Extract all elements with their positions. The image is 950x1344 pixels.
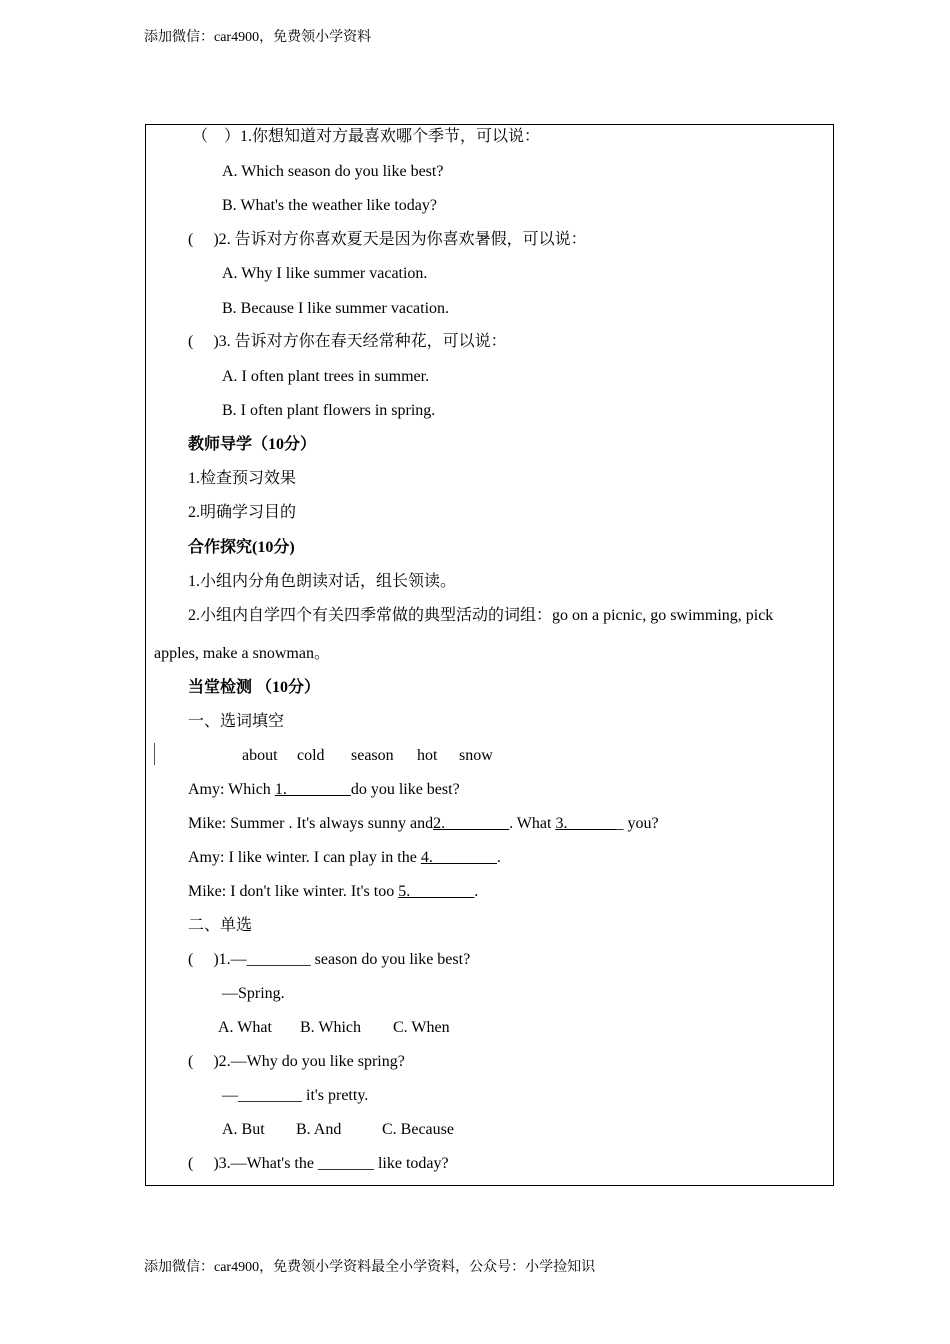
word-bank-item: about (242, 747, 278, 764)
mc-2-answer: —________ it's pretty. (222, 1087, 369, 1104)
blank-5[interactable]: 5.________ (398, 883, 475, 900)
part-1-title: 一、选词填空 (188, 713, 285, 730)
word-bank-item: hot (417, 747, 438, 764)
teacher-section-title: 教师导学（10分） (188, 436, 317, 453)
cooperation-step-2-line-2: apples, make a snowman。 (154, 645, 330, 662)
fill-line-3-text: . (496, 849, 501, 866)
mc-1-options (218, 1018, 450, 1038)
fill-line-2 (188, 814, 659, 834)
cooperation-step-1: 1.小组内分角色朗读对话，组长领读。 (188, 573, 457, 590)
blank-1[interactable]: 1.________ (274, 781, 351, 798)
page-header: 添加微信：car4900，免费领小学资料 (144, 30, 372, 45)
mc-1-answer: —Spring. (222, 985, 285, 1002)
teacher-step-1: 1.检查预习效果 (188, 470, 297, 487)
fill-line-4-text: . (474, 883, 479, 900)
fill-line-3 (188, 848, 501, 868)
preview-q3-option-b: B. I often plant flowers in spring. (222, 402, 436, 419)
mc-2-options (222, 1120, 454, 1140)
fill-line-4 (188, 882, 478, 902)
fill-line-3-text: Amy: I like winter. I can play in the (188, 849, 421, 866)
cooperation-section-title: 合作探究(10分) (188, 539, 295, 556)
cooperation-step-2-line-1: 2.小组内自学四个有关四季常做的典型活动的词组：go on a picnic, go swimming, pick (188, 607, 774, 624)
preview-q3-stem: ( )3. 告诉对方你在春天经常种花，可以说： (188, 333, 507, 350)
blank-3[interactable]: 3.______ (555, 815, 616, 832)
mc-2-option: B. And (296, 1121, 342, 1138)
word-bank-item: snow (459, 747, 493, 764)
word-bank-item: season (351, 747, 394, 764)
mc-1-stem: ( )1.—________ season do you like best? (188, 951, 471, 968)
mc-2-option: C. Because (382, 1121, 454, 1138)
mc-2-stem: ( )2.—Why do you like spring? (188, 1053, 405, 1070)
blank-2[interactable]: 2.________ (433, 815, 510, 832)
teacher-step-2: 2.明确学习目的 (188, 504, 297, 521)
mc-1-option: B. Which (300, 1019, 362, 1036)
mc-1-option: A. What (218, 1019, 272, 1036)
page-footer: 添加微信：car4900，免费领小学资料最全小学资料，公众号：小学捡知识 (144, 1260, 596, 1275)
preview-q3-option-a: A. I often plant trees in summer. (222, 368, 430, 385)
text-cursor-bar (154, 743, 155, 765)
fill-line-1-text: do you like best? (350, 781, 460, 798)
test-section-title: 当堂检测 （10分） (188, 679, 321, 696)
fill-line-1-text: Amy: Which (188, 781, 275, 798)
fill-line-4-text: Mike: I don't like winter. It's too (188, 883, 399, 900)
preview-q1-option-a: A. Which season do you like best? (222, 163, 444, 180)
mc-3-stem: ( )3.—What's the _______ like today? (188, 1155, 449, 1172)
part-2-title: 二、单选 (188, 917, 253, 934)
preview-q2-option-a: A. Why I like summer vacation. (222, 265, 428, 282)
mc-1-option: C. When (393, 1019, 450, 1036)
mc-2-option: A. But (222, 1121, 265, 1138)
fill-line-2-text: . What (509, 815, 556, 832)
blank-4[interactable]: 4.________ (420, 849, 497, 866)
word-bank (242, 746, 493, 766)
fill-line-2-text: _ you? (615, 815, 659, 832)
preview-q2-option-b: B. Because I like summer vacation. (222, 300, 450, 317)
preview-q1-stem: （ ）1.你想知道对方最喜欢哪个季节，可以说： (192, 128, 541, 145)
preview-q2-stem: ( )2. 告诉对方你喜欢夏天是因为你喜欢暑假，可以说： (188, 231, 587, 248)
preview-q1-option-b: B. What's the weather like today? (222, 197, 437, 214)
fill-line-2-text: Mike: Summer . It's always sunny and (188, 815, 434, 832)
fill-line-1 (188, 780, 460, 800)
word-bank-item: cold (297, 747, 325, 764)
worksheet-frame (145, 124, 834, 1186)
